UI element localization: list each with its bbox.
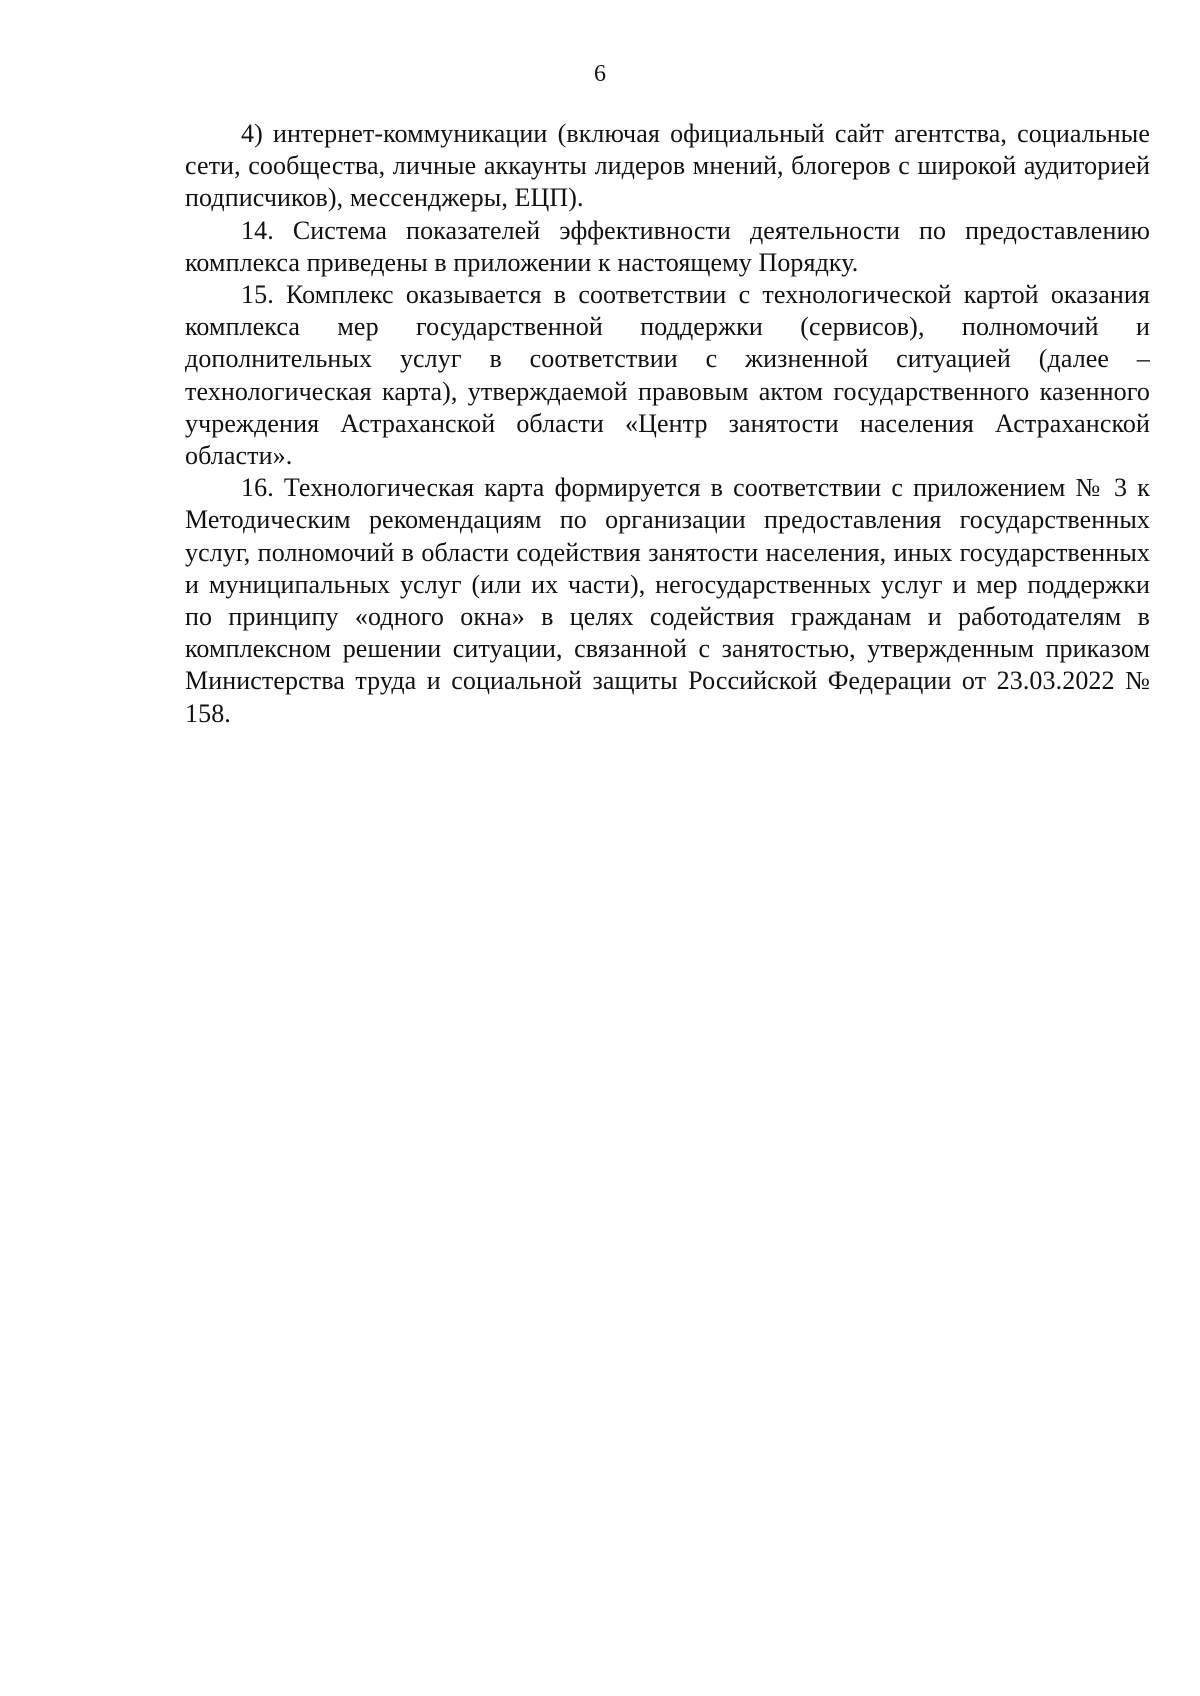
paragraph-15-technological-map: 15. Комплекс оказывается в соответствии с технологической картой оказания комплекса мер государственной поддержки (сервисов), полномочий и дополнительных услуг в соответствии с жизненной ситуацией (далее – технологическая карта), утверждаемой правовым актом государственного казенного учреждения Астраханской области «Центр занятости населения Астраханской области». <box>185 280 1150 471</box>
page-number: 6 <box>594 61 606 87</box>
paragraph-item-4-internet-communications: 4) интернет-коммуникации (включая официальный сайт агентства, социальные сети, сообщества, личные аккаунты лидеров мнений, блогеров с широкой аудиторией подписчиков), мессенджеры, ЕЦП). <box>185 119 1150 213</box>
document-body <box>185 118 1150 730</box>
paragraph-16-technological-map-formation: 16. Технологическая карта формируется в соответствии с приложением № 3 к Методическим рекомендациям по организации предоставления государственных услуг, полномочий в области содействия занятости населения, иных государственных и муниципальных услуг (или их части), негосударственных услуг и мер поддержки по принципу «одного окна» в целях содействия гражданам и работодателям в комплексном решении ситуации, связанной с занятостью, утвержденным приказом Министерства труда и социальной защиты Российской Федерации от 23.03.2022 № 158. <box>185 473 1150 728</box>
paragraph-14-performance-indicators: 14. Система показателей эффективности деятельности по предоставлению комплекса приведены в приложении к настоящему Порядку. <box>185 215 1150 277</box>
